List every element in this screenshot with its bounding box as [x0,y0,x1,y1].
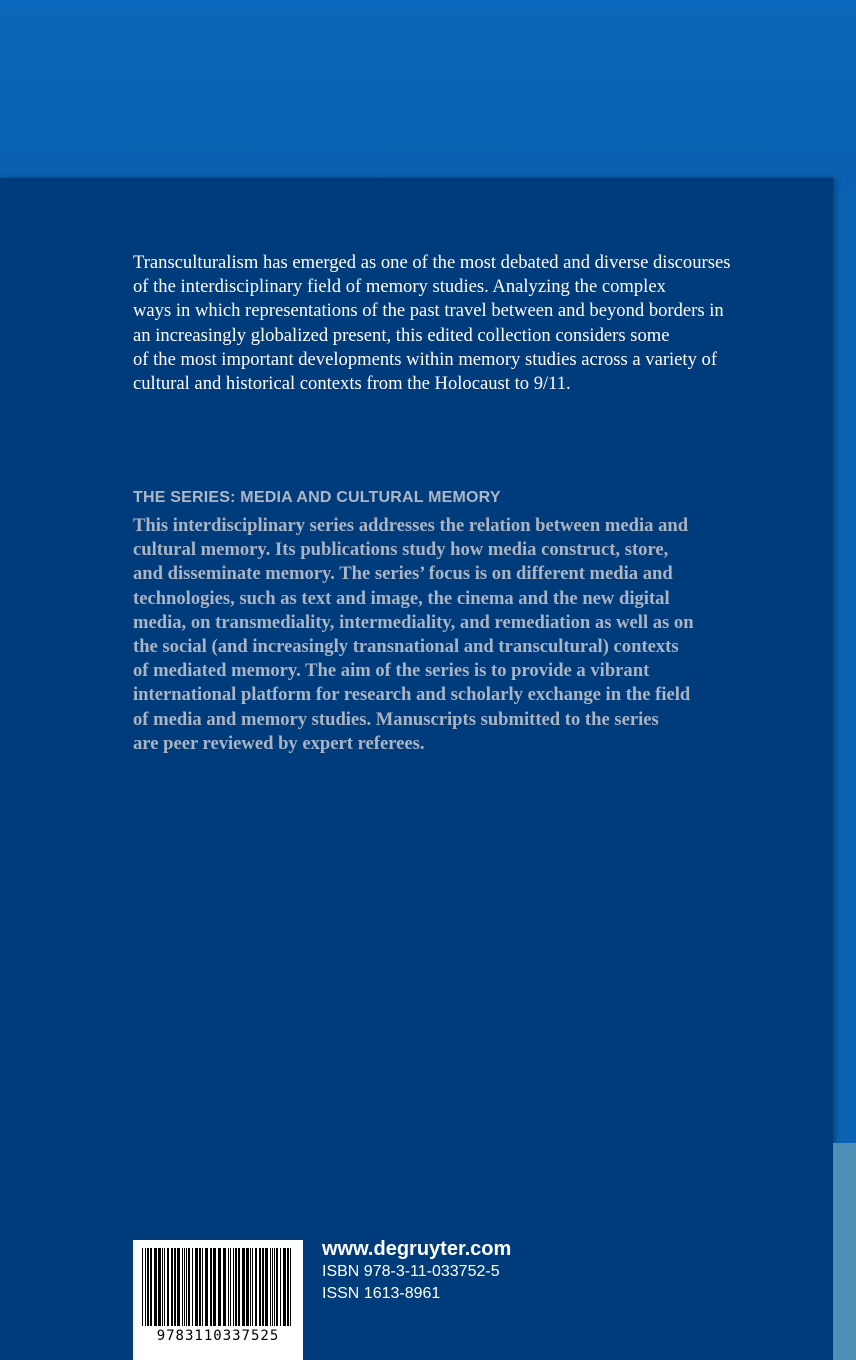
spine-strip [833,1143,856,1360]
publisher-url[interactable]: www.degruyter.com [322,1238,512,1260]
top-color-band [0,0,856,190]
issn-number: ISSN 1613-8961 [322,1285,441,1302]
isbn-number: ISBN 978-3-11-033752-5 [322,1263,500,1280]
series-heading: THE SERIES: MEDIA AND CULTURAL MEMORY [133,489,501,506]
book-description: Transculturalism has emerged as one of the most debated and diverse discourses of the interdisciplinary field of memory studies. Analyzing the complex ways in which representations of the past travel between and beyond borders in an increasingly globalized present, this edited collection considers some of the most important developments within memory studies across a variety of cultural and historical contexts from the Holocaust to 9/11. [133,252,731,395]
barcode-digits: 9783110337525 [156,1328,280,1344]
publisher-info [322,1237,511,1305]
barcode-bars [140,1248,296,1328]
series-description: This interdisciplinary series addresses the relation between media and cultural memory. Its publications study how media construct, store, and disseminate memory. The series’ focus is on different media and technologies, such as text and image, the cinema and the new digital media, on transmediality, intermediality, and remediation as well as on the social (and increasingly transnational and transcultural) contexts of mediated memory. The aim of the series is to provide a vibrant international platform for research and scholarly exchange in the field of media and memory studies. Manuscripts submitted to the series are peer reviewed by expert referees. [133,515,694,754]
isbn-barcode [133,1240,303,1360]
